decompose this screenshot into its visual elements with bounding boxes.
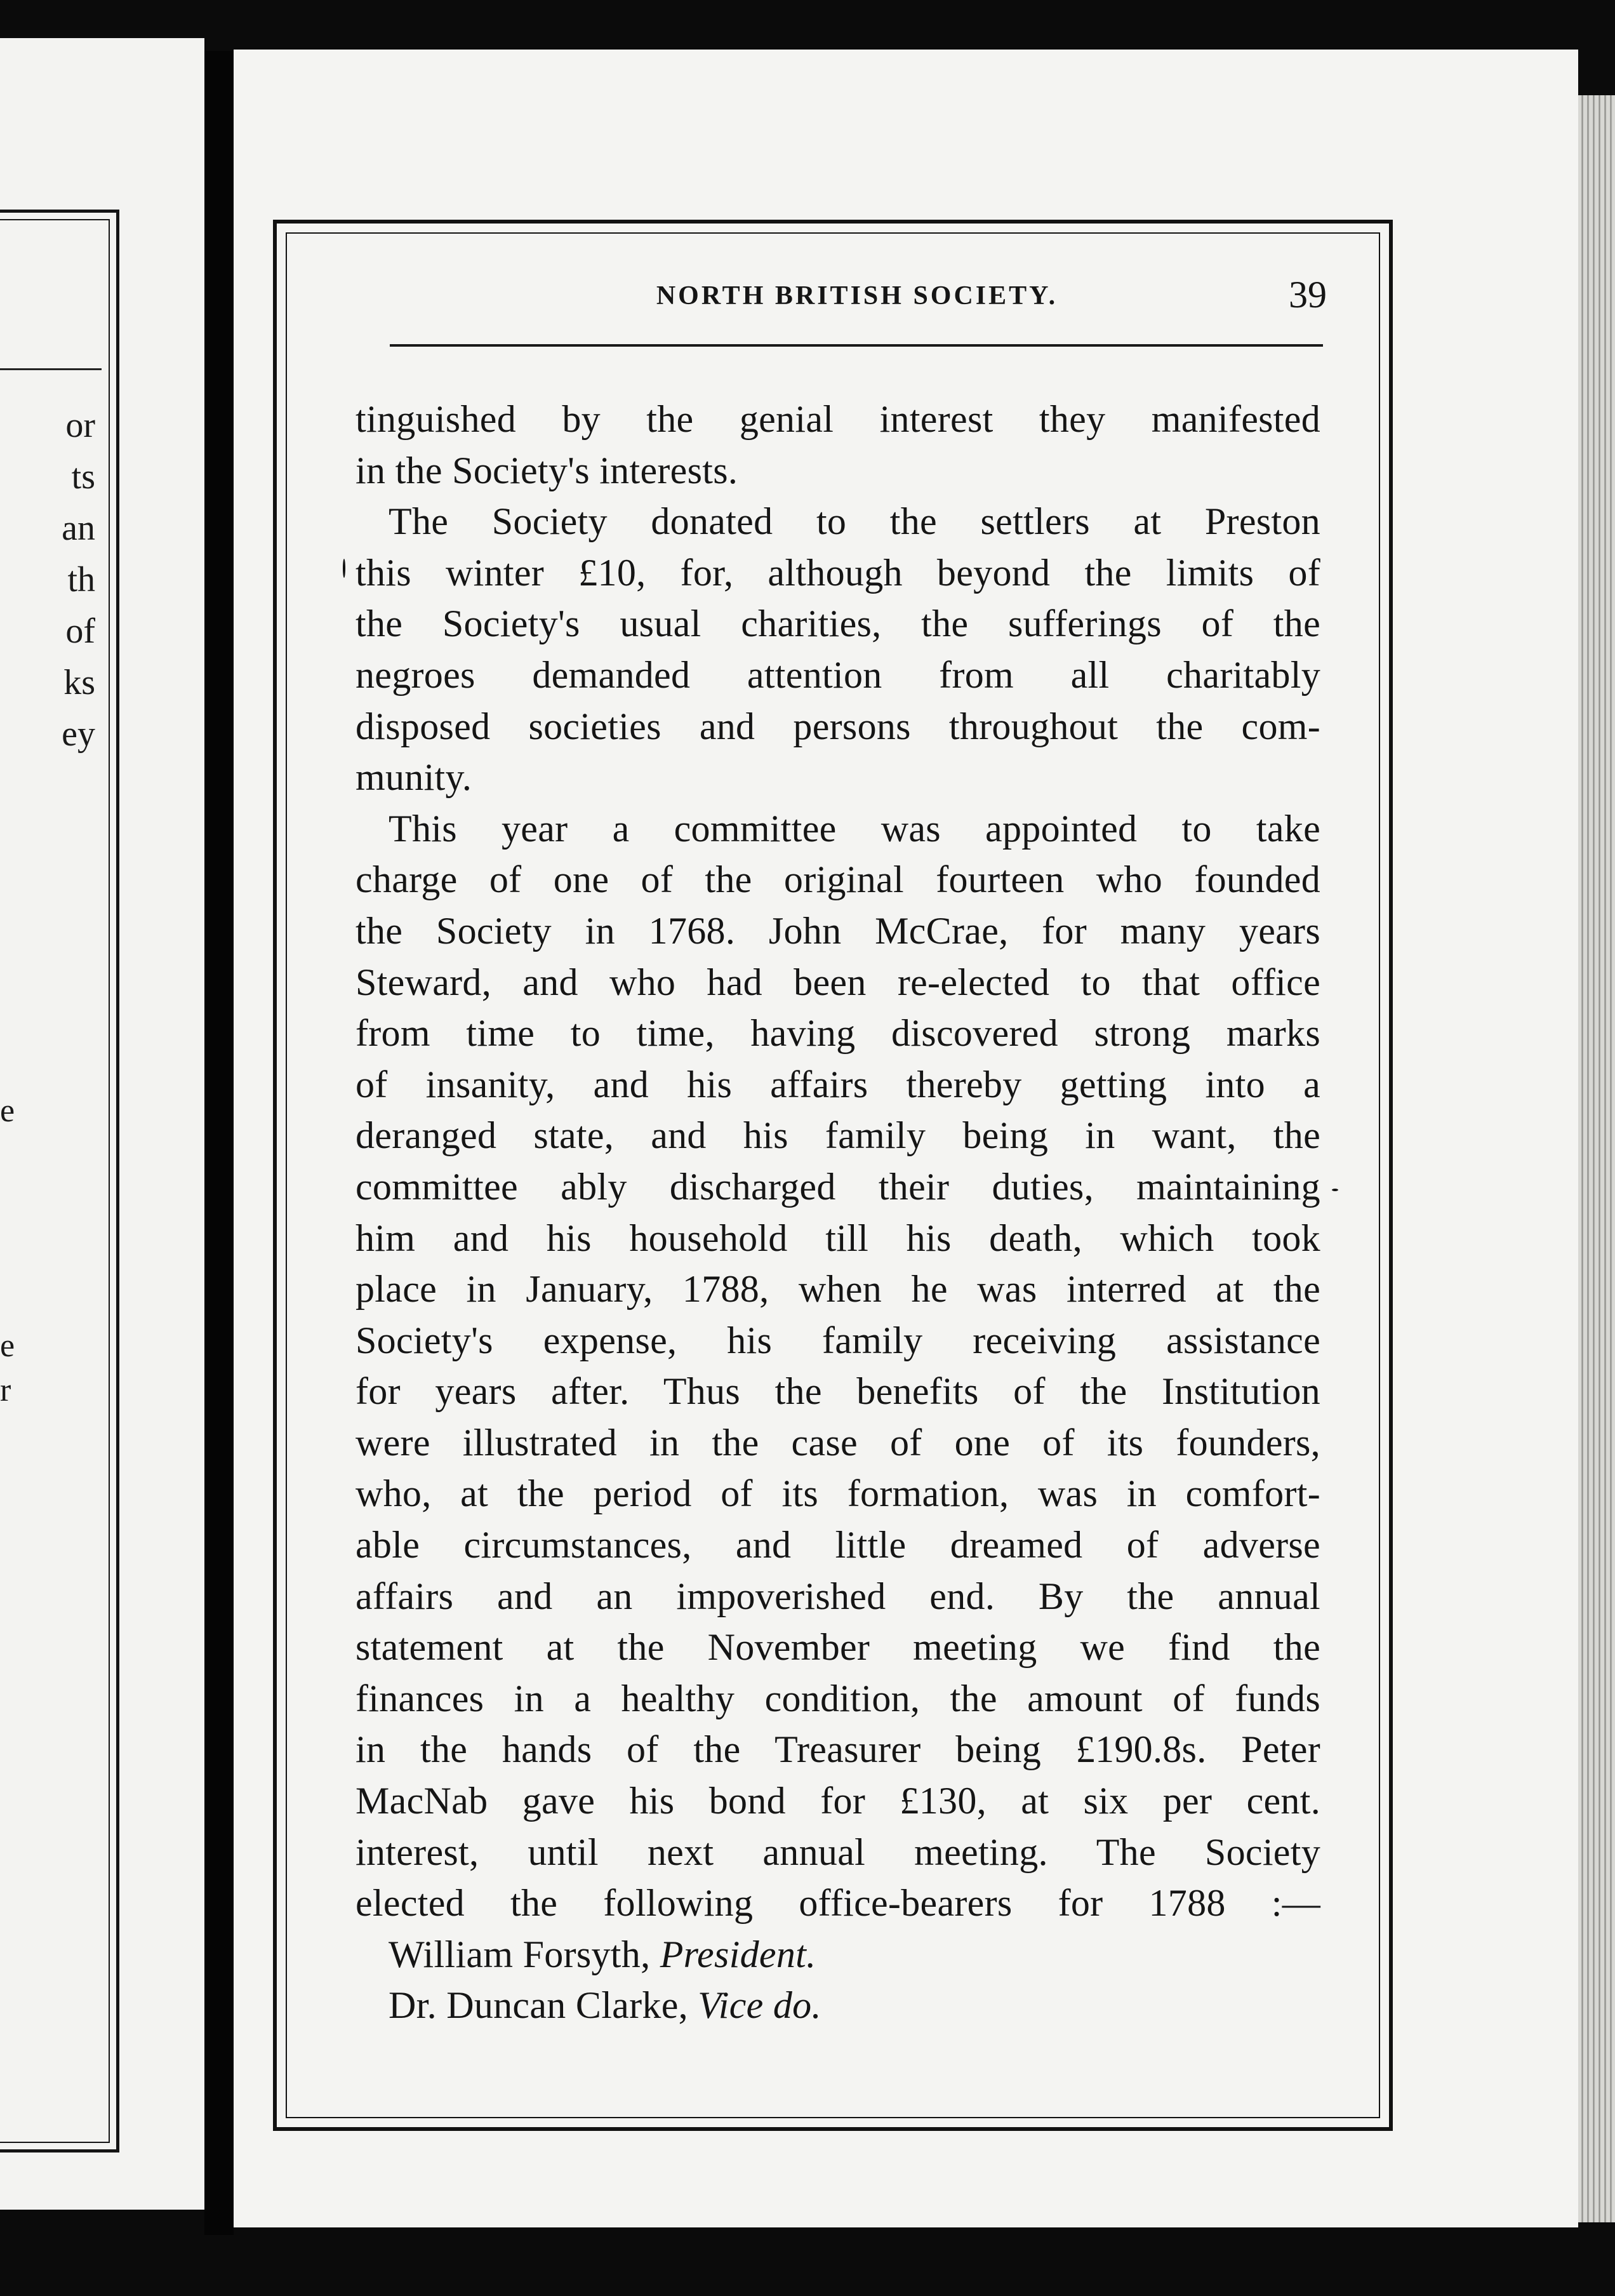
previous-page-fragment: th <box>67 560 95 599</box>
text-line: interest, until next annual meeting. The Society <box>356 1831 1320 1873</box>
previous-page-fragment: of <box>65 611 95 651</box>
text-line: affairs and an impoverished end. By the annual <box>356 1575 1320 1617</box>
office-bearers-list <box>356 1929 1320 2031</box>
previous-page-mark: e <box>0 1328 15 1364</box>
previous-page-rule <box>0 368 102 370</box>
text-line: Steward, and who had been re-elected to that office <box>356 961 1320 1003</box>
text-line: negroes demanded attention from all charitably <box>356 653 1320 696</box>
previous-page-fragment: ey <box>62 714 95 754</box>
text-line: the Society in 1768. John McCrae, for many years <box>356 909 1320 952</box>
text-line: who, at the period of its formation, was in comfort- <box>356 1472 1320 1515</box>
office-bearer-title: Vice do. <box>698 1984 821 2027</box>
office-bearer-name: Dr. Duncan Clarke, <box>389 1984 698 2027</box>
text-line: This year a committee was appointed to take <box>389 807 1320 850</box>
office-bearer-entry <box>356 1980 1320 2031</box>
paragraph <box>356 803 1320 1929</box>
text-line: charge of one of the original fourteen who founded <box>356 858 1320 901</box>
previous-page-mark: r <box>0 1372 11 1408</box>
text-line: from time to time, having discovered strong marks <box>356 1012 1320 1055</box>
text-line: statement at the November meeting we find the <box>356 1626 1320 1669</box>
text-line: committee ably discharged their duties, maintaining <box>356 1165 1320 1208</box>
paragraph <box>356 496 1320 803</box>
office-bearer-name: William Forsyth, <box>389 1933 660 1975</box>
text-line: in the Society's interests. <box>356 449 738 491</box>
text-line: this winter £10, for, although beyond the limits of <box>356 551 1320 594</box>
office-bearer-entry <box>356 1929 1320 1980</box>
text-line: deranged state, and his family being in want, the <box>356 1114 1320 1157</box>
previous-page-fragment: or <box>65 406 95 445</box>
body-text <box>356 394 1320 2031</box>
text-line: The Society donated to the settlers at Preston <box>389 500 1320 543</box>
text-line: place in January, 1788, when he was interred at the <box>356 1268 1320 1311</box>
page-header <box>387 273 1327 317</box>
office-bearer-title: President. <box>660 1933 816 1975</box>
text-line: finances in a healthy condition, the amount of funds <box>356 1677 1320 1719</box>
page-edges <box>1578 95 1615 2222</box>
text-line: for years after. Thus the benefits of the Institution <box>356 1370 1320 1413</box>
text-line: Society's expense, his family receiving assistance <box>356 1319 1320 1361</box>
text-line: in the hands of the Treasurer being £190.8s. Peter <box>356 1728 1320 1771</box>
text-line: the Society's usual charities, the sufferings of the <box>356 603 1320 645</box>
running-title: NORTH BRITISH SOCIETY. <box>656 281 1058 310</box>
previous-page-fragment: an <box>62 509 95 548</box>
header-rule <box>390 344 1323 347</box>
paragraph <box>356 394 1320 496</box>
text-line: able circumstances, and little dreamed of adverse <box>356 1524 1320 1566</box>
text-line: munity. <box>356 756 472 799</box>
previous-page-text-fragments <box>0 400 95 760</box>
print-speck <box>343 559 345 578</box>
text-line: of insanity, and his affairs thereby getting into a <box>356 1063 1320 1105</box>
book-spine-gutter <box>204 51 234 2235</box>
previous-page-mark: e <box>0 1093 15 1129</box>
previous-page <box>0 38 204 2210</box>
previous-page-fragment: ts <box>71 457 95 497</box>
text-line: MacNab gave his bond for £130, at six per cent. <box>356 1780 1320 1822</box>
previous-page-fragment: ks <box>63 663 95 702</box>
text-line: disposed societies and persons throughout the com- <box>356 705 1320 747</box>
text-line: tinguished by the genial interest they manifested <box>356 398 1320 440</box>
text-line: elected the following office-bearers for 1788 :— <box>356 1882 1320 1925</box>
text-line: were illustrated in the case of one of its founders, <box>356 1421 1320 1464</box>
print-speck <box>1332 1189 1338 1191</box>
page-number: 39 <box>1289 274 1327 316</box>
text-line: him and his household till his death, which took <box>356 1217 1320 1259</box>
